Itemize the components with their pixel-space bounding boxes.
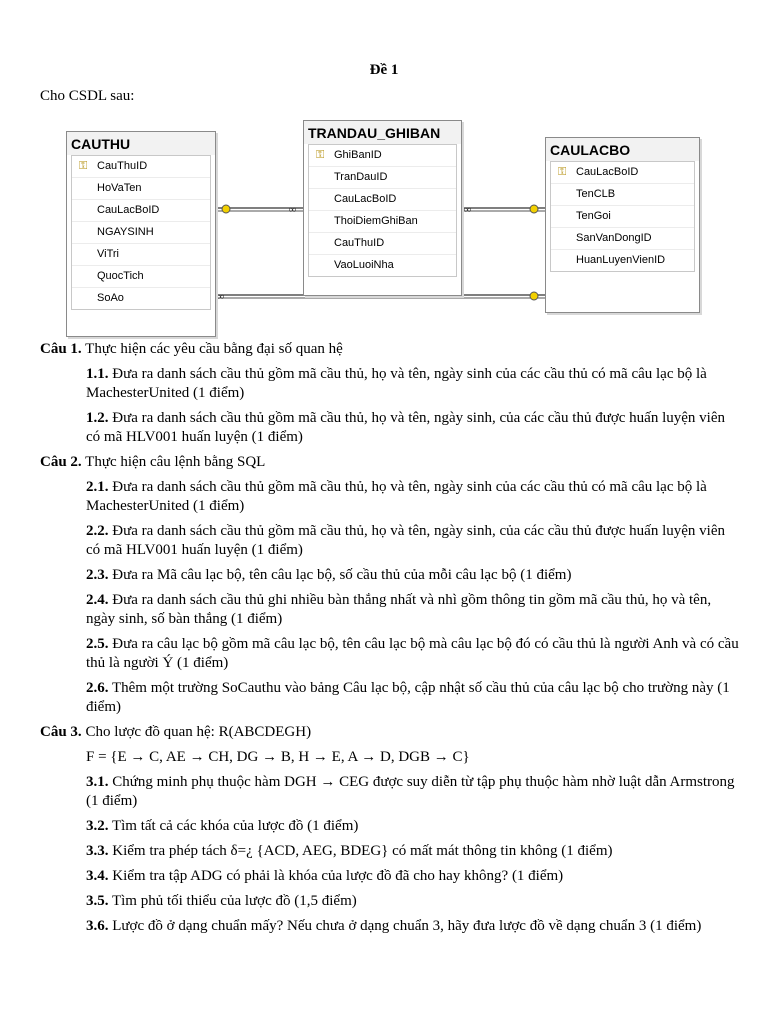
dependency-set: F = {E → C, AE → CH, DG → B, H → E, A → D, DGB → C} — [86, 749, 470, 765]
field-row: TranDauID — [309, 167, 456, 189]
item-3-6: 3.6. Lược đồ ở dạng chuẩn mấy? Nếu chưa ở dạng chuẩn 3, hãy đưa lược đồ về dạng chuẩn 3 (1 điểm) — [86, 918, 702, 934]
field-row: ⚿ CauLacBoID — [551, 162, 694, 184]
infinity-icon: ∞ — [216, 290, 226, 303]
table-trandau-ghiban — [303, 120, 462, 296]
field-row: TenGoi — [551, 206, 694, 228]
item-2-4: 2.4. Đưa ra danh sách cầu thủ ghi nhiều bàn thắng nhất và nhì gồm thông tin gồm mã cầu thủ, họ và tên, ngày sinh, số bàn thắng (1 điểm) — [86, 592, 712, 627]
field-row: SanVanDongID — [551, 228, 694, 250]
item-2-5: 2.5. Đưa ra câu lạc bộ gồm mã câu lạc bộ, tên câu lạc bộ mà câu lạc bộ đó có cầu thủ là người Anh và có cầu thủ là người Ý (1 điểm) — [86, 636, 739, 671]
item-3-2: 3.2. Tìm tất cả các khóa của lược đồ (1 điểm) — [86, 818, 359, 834]
field-row: NGAYSINH — [72, 222, 210, 244]
field-row: ViTri — [72, 244, 210, 266]
table-title: CAULACBO — [546, 138, 699, 161]
item-1-2: 1.2. Đưa ra danh sách cầu thủ gồm mã cầu thủ, họ và tên, ngày sinh, của các cầu thủ được huấn luyện viên có mã HLV001 huấn luyện (1 điểm) — [86, 410, 725, 445]
key-icon: ⚿ — [316, 149, 325, 161]
field-row: ⚿ CauThuID — [72, 156, 210, 178]
table-caulacbo — [545, 137, 700, 313]
item-2-6: 2.6. Thêm một trường SoCauthu vào bảng Câu lạc bộ, cập nhật số cầu thủ của câu lạc bộ cho trường này (1 điểm) — [86, 680, 730, 715]
table-title: TRANDAU_GHIBAN — [304, 121, 461, 144]
item-3-1: 3.1. Chứng minh phụ thuộc hàm DGH → CEG được suy diễn từ tập phụ thuộc hàm nhờ luật dẫn Armstrong (1 điểm) — [86, 774, 735, 809]
question-3: Câu 3. Cho lược đồ quan hệ: R(ABCDEGH) — [40, 724, 312, 740]
key-end-caulacbo-2 — [530, 292, 538, 300]
key-end-cauthu — [222, 205, 230, 213]
item-2-2: 2.2. Đưa ra danh sách cầu thủ gồm mã cầu thủ, họ và tên, ngày sinh, của các cầu thủ được huấn luyện viên có mã HLV001 huấn luyện (1 điểm) — [86, 523, 725, 558]
item-3-4: 3.4. Kiểm tra tập ADG có phải là khóa của lược đồ đã cho hay không? (1 điểm) — [86, 868, 564, 884]
intro-text: Cho CSDL sau: — [40, 88, 135, 104]
key-end-caulacbo — [530, 205, 538, 213]
question-2: Câu 2. Thực hiện câu lệnh bằng SQL — [40, 454, 266, 470]
field-row: SoAo — [97, 292, 124, 304]
questions — [40, 340, 740, 942]
key-icon: ⚿ — [79, 160, 88, 172]
field-row: ThoiDiemGhiBan — [309, 211, 456, 233]
field-row: QuocTich — [72, 266, 210, 288]
field-row: HuanLuyenVienID — [576, 254, 666, 266]
infinity-icon: ∞ — [463, 203, 473, 216]
item-3-3: 3.3. Kiểm tra phép tách δ=¿ {ACD, AEG, BDEG} có mất mát thông tin không (1 điểm) — [86, 843, 613, 859]
field-row: CauLacBoID — [72, 200, 210, 222]
table-title: CAUTHU — [67, 132, 215, 155]
table-cauthu — [66, 131, 216, 337]
field-row: CauThuID — [309, 233, 456, 255]
field-row: HoVaTen — [72, 178, 210, 200]
key-icon: ⚿ — [558, 166, 567, 178]
infinity-icon: ∞ — [288, 203, 298, 216]
item-2-1: 2.1. Đưa ra danh sách cầu thủ gồm mã cầu thủ, họ và tên, ngày sinh của các cầu thủ có mã câu lạc bộ là MachesterUnited (1 điểm) — [86, 479, 707, 514]
page-title: Đề 1 — [369, 62, 399, 78]
field-row: ⚿ GhiBanID — [309, 145, 456, 167]
question-1: Câu 1. Thực hiện các yêu cầu bằng đại số quan hệ — [40, 341, 343, 357]
field-row: TenCLB — [551, 184, 694, 206]
field-row: VaoLuoiNha — [334, 259, 394, 271]
item-3-5: 3.5. Tìm phủ tối thiểu của lược đồ (1,5 điểm) — [86, 893, 357, 909]
field-row: CauLacBoID — [309, 189, 456, 211]
item-2-3: 2.3. Đưa ra Mã câu lạc bộ, tên câu lạc bộ, số cầu thủ của mỗi câu lạc bộ (1 điểm) — [86, 567, 572, 583]
item-1-1: 1.1. Đưa ra danh sách cầu thủ gồm mã cầu thủ, họ và tên, ngày sinh của các cầu thủ có mã câu lạc bộ là MachesterUnited (1 điểm) — [86, 366, 707, 401]
